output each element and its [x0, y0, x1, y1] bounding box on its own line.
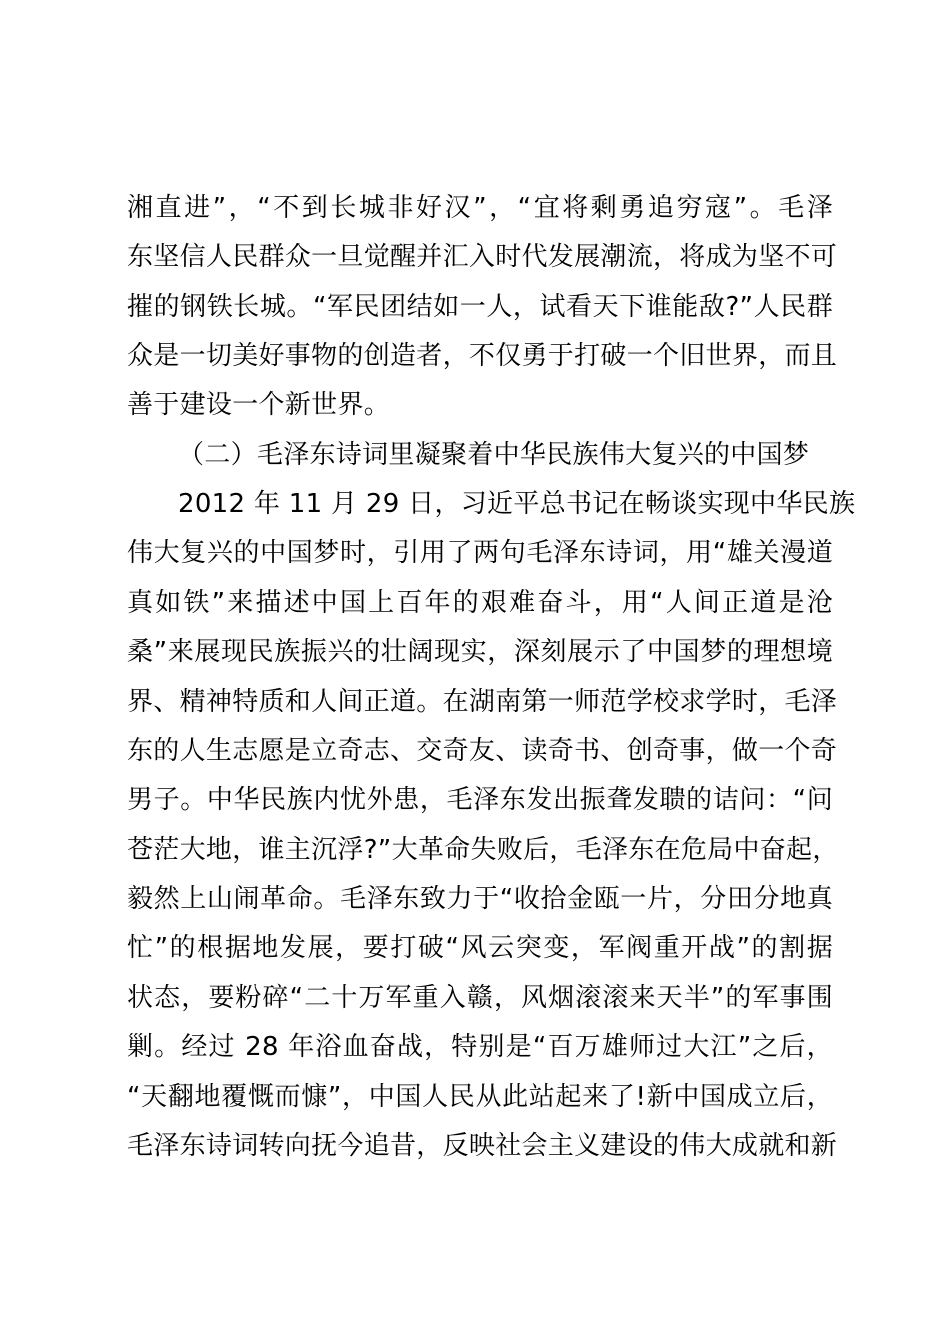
paragraph-line: 毅然上山闹革命。毛泽东致力于“收拾金瓯一片，分田分地真	[127, 884, 833, 914]
paragraph-line: 伟大复兴的中国梦时，引用了两句毛泽东诗词，用“雄关漫道	[127, 538, 833, 568]
paragraph-line: 剿。经过 28 年浴血奋战，特别是“百万雄师过大江”之后，	[127, 1032, 833, 1062]
paragraph-line: 2012 年 11 月 29 日，习近平总书记在畅谈实现中华民族	[178, 489, 856, 519]
paragraph-line: 男子。中华民族内忧外患，毛泽东发出振聋发聩的诘问：“问	[127, 785, 833, 815]
paragraph-line: 众是一切美好事物的创造者，不仅勇于打破一个旧世界，而且	[127, 341, 838, 371]
paragraph-line: 苍茫大地，谁主沉浮?”大革命失败后，毛泽东在危局中奋起，	[127, 835, 839, 865]
paragraph-line: 摧的钢铁长城。“军民团结如一人，试看天下谁能敌?”人民群	[127, 292, 833, 322]
section-heading: （二）毛泽东诗词里凝聚着中华民族伟大复兴的中国梦	[178, 440, 810, 470]
paragraph-line: 毛泽东诗词转向抚今追昔，反映社会主义建设的伟大成就和新	[127, 1131, 838, 1161]
paragraph-line: 东坚信人民群众一旦觉醒并汇入时代发展潮流，将成为坚不可	[127, 242, 838, 272]
paragraph-line: 善于建设一个新世界。	[127, 390, 391, 420]
paragraph-line: 忙”的根据地发展，要打破“风云突变，军阀重开战”的割据	[127, 933, 833, 963]
paragraph-line: 状态，要粉碎“二十万军重入赣，风烟滚滚来天半”的军事围	[127, 983, 833, 1013]
paragraph-line: “天翻地覆慨而慷”，中国人民从此站起来了!新中国成立后，	[127, 1082, 833, 1112]
paragraph-line: 界、精神特质和人间正道。在湖南第一师范学校求学时，毛泽	[127, 687, 838, 717]
paragraph-line: 真如铁”来描述中国上百年的艰难奋斗，用“人间正道是沧	[127, 588, 833, 618]
paragraph-line: 东的人生志愿是立奇志、交奇友、读奇书、创奇事，做一个奇	[127, 736, 838, 766]
paragraph-line: 湘直进”，“不到长城非好汉”，“宜将剩勇追穷寇”。毛泽	[127, 193, 833, 223]
paragraph-line: 桑”来展现民族振兴的壮阔现实，深刻展示了中国梦的理想境	[127, 637, 833, 667]
